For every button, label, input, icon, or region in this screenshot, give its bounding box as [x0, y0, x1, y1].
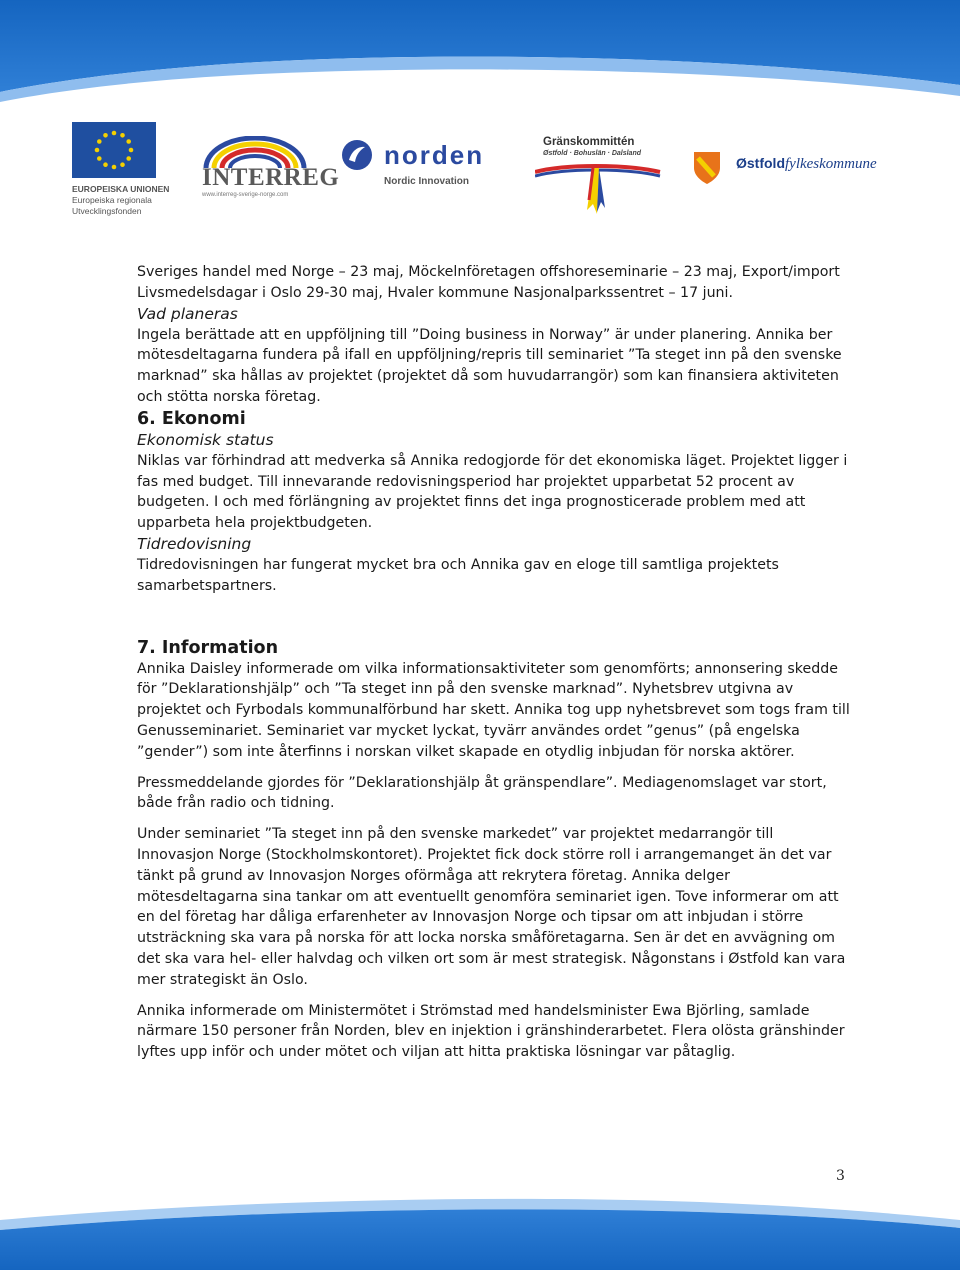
economy-status-paragraph: Niklas var förhindrad att medverka så Annika redogjorde för det ekonomiska läget. Projektet ligger i fas med budget. Till innevarande redovisningsperiod har projektet upparbetat 52 procent av budgeten. I och med förlängning av projektet finns det inga prognosticerade problem med att upparbeta hela projektbudgeten. — [137, 452, 848, 532]
planned-heading: Vad planeras — [137, 304, 238, 323]
granskommitten-title: Gränskommittén — [543, 136, 635, 148]
footer-wave — [0, 1180, 960, 1270]
time-report-paragraph: Tidredovisningen har fungerat mycket bra och Annika gav en eloge till samtliga projektets samarbetspartners. — [137, 556, 779, 594]
page-number: 3 — [836, 1168, 845, 1184]
ostfold-shield-icon — [692, 150, 722, 186]
planned-paragraph: Ingela berättade att en uppföljning till ”Doing business in Norway” är under planering. Annika ber mötesdeltagarna fundera på ifall en uppföljning/repris till seminariet ”Ta steget inn på den svenske marknad” ska hållas av projektet (projektet då som huvudarrangör) som kan finansiera aktiviteten och stötta norska företag. — [137, 326, 842, 405]
norden-subtitle: Nordic Innovation — [384, 176, 469, 187]
interreg-url: www.interreg-sverige-norge.com — [202, 192, 289, 198]
ostfold-wordmark-part: Østfold — [736, 155, 785, 171]
document-body — [137, 262, 852, 1063]
ribbon-icon — [535, 160, 665, 216]
logo-bar — [70, 118, 910, 228]
information-paragraph: Annika informerade om Ministermötet i Strömstad med handelsminister Ewa Björling, samlade närmare 150 personer från Norden, blev en injektion i gränshinderarbetet. Flera olösta gränshinder lyftes upp inför och under mötet och viljan att hitta praktiska lösningar var påtaglig. — [137, 1002, 845, 1061]
norden-swan-icon — [340, 138, 374, 172]
ostfold-wordmark-part: fylkeskommune — [785, 156, 877, 172]
information-paragraph: Under seminariet ”Ta steget inn på den svenske markedet” var projektet medarrangör till Innovasjon Norge (Stockholmskontoret). Projektet fick dock större roll i arrangemanget än det var tänkt på grund av Innovasjon Norges oförmåga att rekrytera företag. Annika delger mötesdeltagarna sina tankar om att eventuellt genomföra seminariet igen. Tove informerar om att en del företag har dåliga erfarenheter av Innovasjon Norge och tipsar om att inbjudan i större utsträckning ska vara på norska för att locka norska småföretagarna. Sen är det en avvägning om det ska vara hel- eller halvdag och vilken ort som är mest strategisk. Någonstans i Østfold kan vara mer strategiskt än Oslo. — [137, 826, 846, 988]
interreg-wordmark: INTERREG — [202, 164, 340, 191]
eu-caption-line: Utvecklingsfonden — [72, 206, 142, 216]
economy-heading: 6. Ekonomi — [137, 408, 246, 429]
norden-logo — [338, 138, 508, 198]
eu-caption-line: Europeiska regionala — [72, 195, 152, 205]
ostfold-logo — [692, 150, 912, 190]
information-paragraph: Pressmeddelande gjordes för ”Deklarationshjälp åt gränspendlare”. Mediagenomslaget var stort, både från radio och tidning. — [137, 774, 827, 812]
information-heading: 7. Information — [137, 637, 279, 658]
intro-paragraph: Sveriges handel med Norge – 23 maj, Möckelnföretagen offshoreseminarie – 23 maj, Export/import Livsmedelsdagar i Oslo 29-30 maj, Hvaler kommune Nasjonalparkssentret – 17 juni. — [137, 264, 840, 301]
information-paragraph: Annika Daisley informerade om vilka informationsaktiviteter som genomförts; annonsering skedde för ”Deklarationshjälp” och ”Ta steget inn på den svenske marknad”. Nyhetsbrev utgivna av projektet och Fyrbodals kommunalförbund har skett. Annika tog upp nyhetsbrevet som togs fram till Genusseminariet. Seminariet var mycket lyckat, tyvärr användes ordet ”genus” (på engelska ”gender”) som inte återfinns i norskan vilket skapade en otydlig inbjudan för norska aktörer. — [137, 660, 850, 760]
granskommitten-logo — [535, 136, 665, 216]
header-wave — [0, 0, 960, 120]
norden-wordmark: norden — [384, 140, 485, 170]
economy-status-heading: Ekonomisk status — [137, 430, 274, 449]
eu-caption-line: EUROPEISKA UNIONEN — [72, 184, 170, 194]
eu-caption — [72, 184, 169, 217]
ostfold-wordmark — [736, 155, 877, 173]
eu-flag-icon — [72, 122, 156, 178]
time-report-heading: Tidredovisning — [137, 534, 252, 553]
granskommitten-subtitle: Østfold · Bohuslän · Dalsland — [543, 150, 642, 157]
